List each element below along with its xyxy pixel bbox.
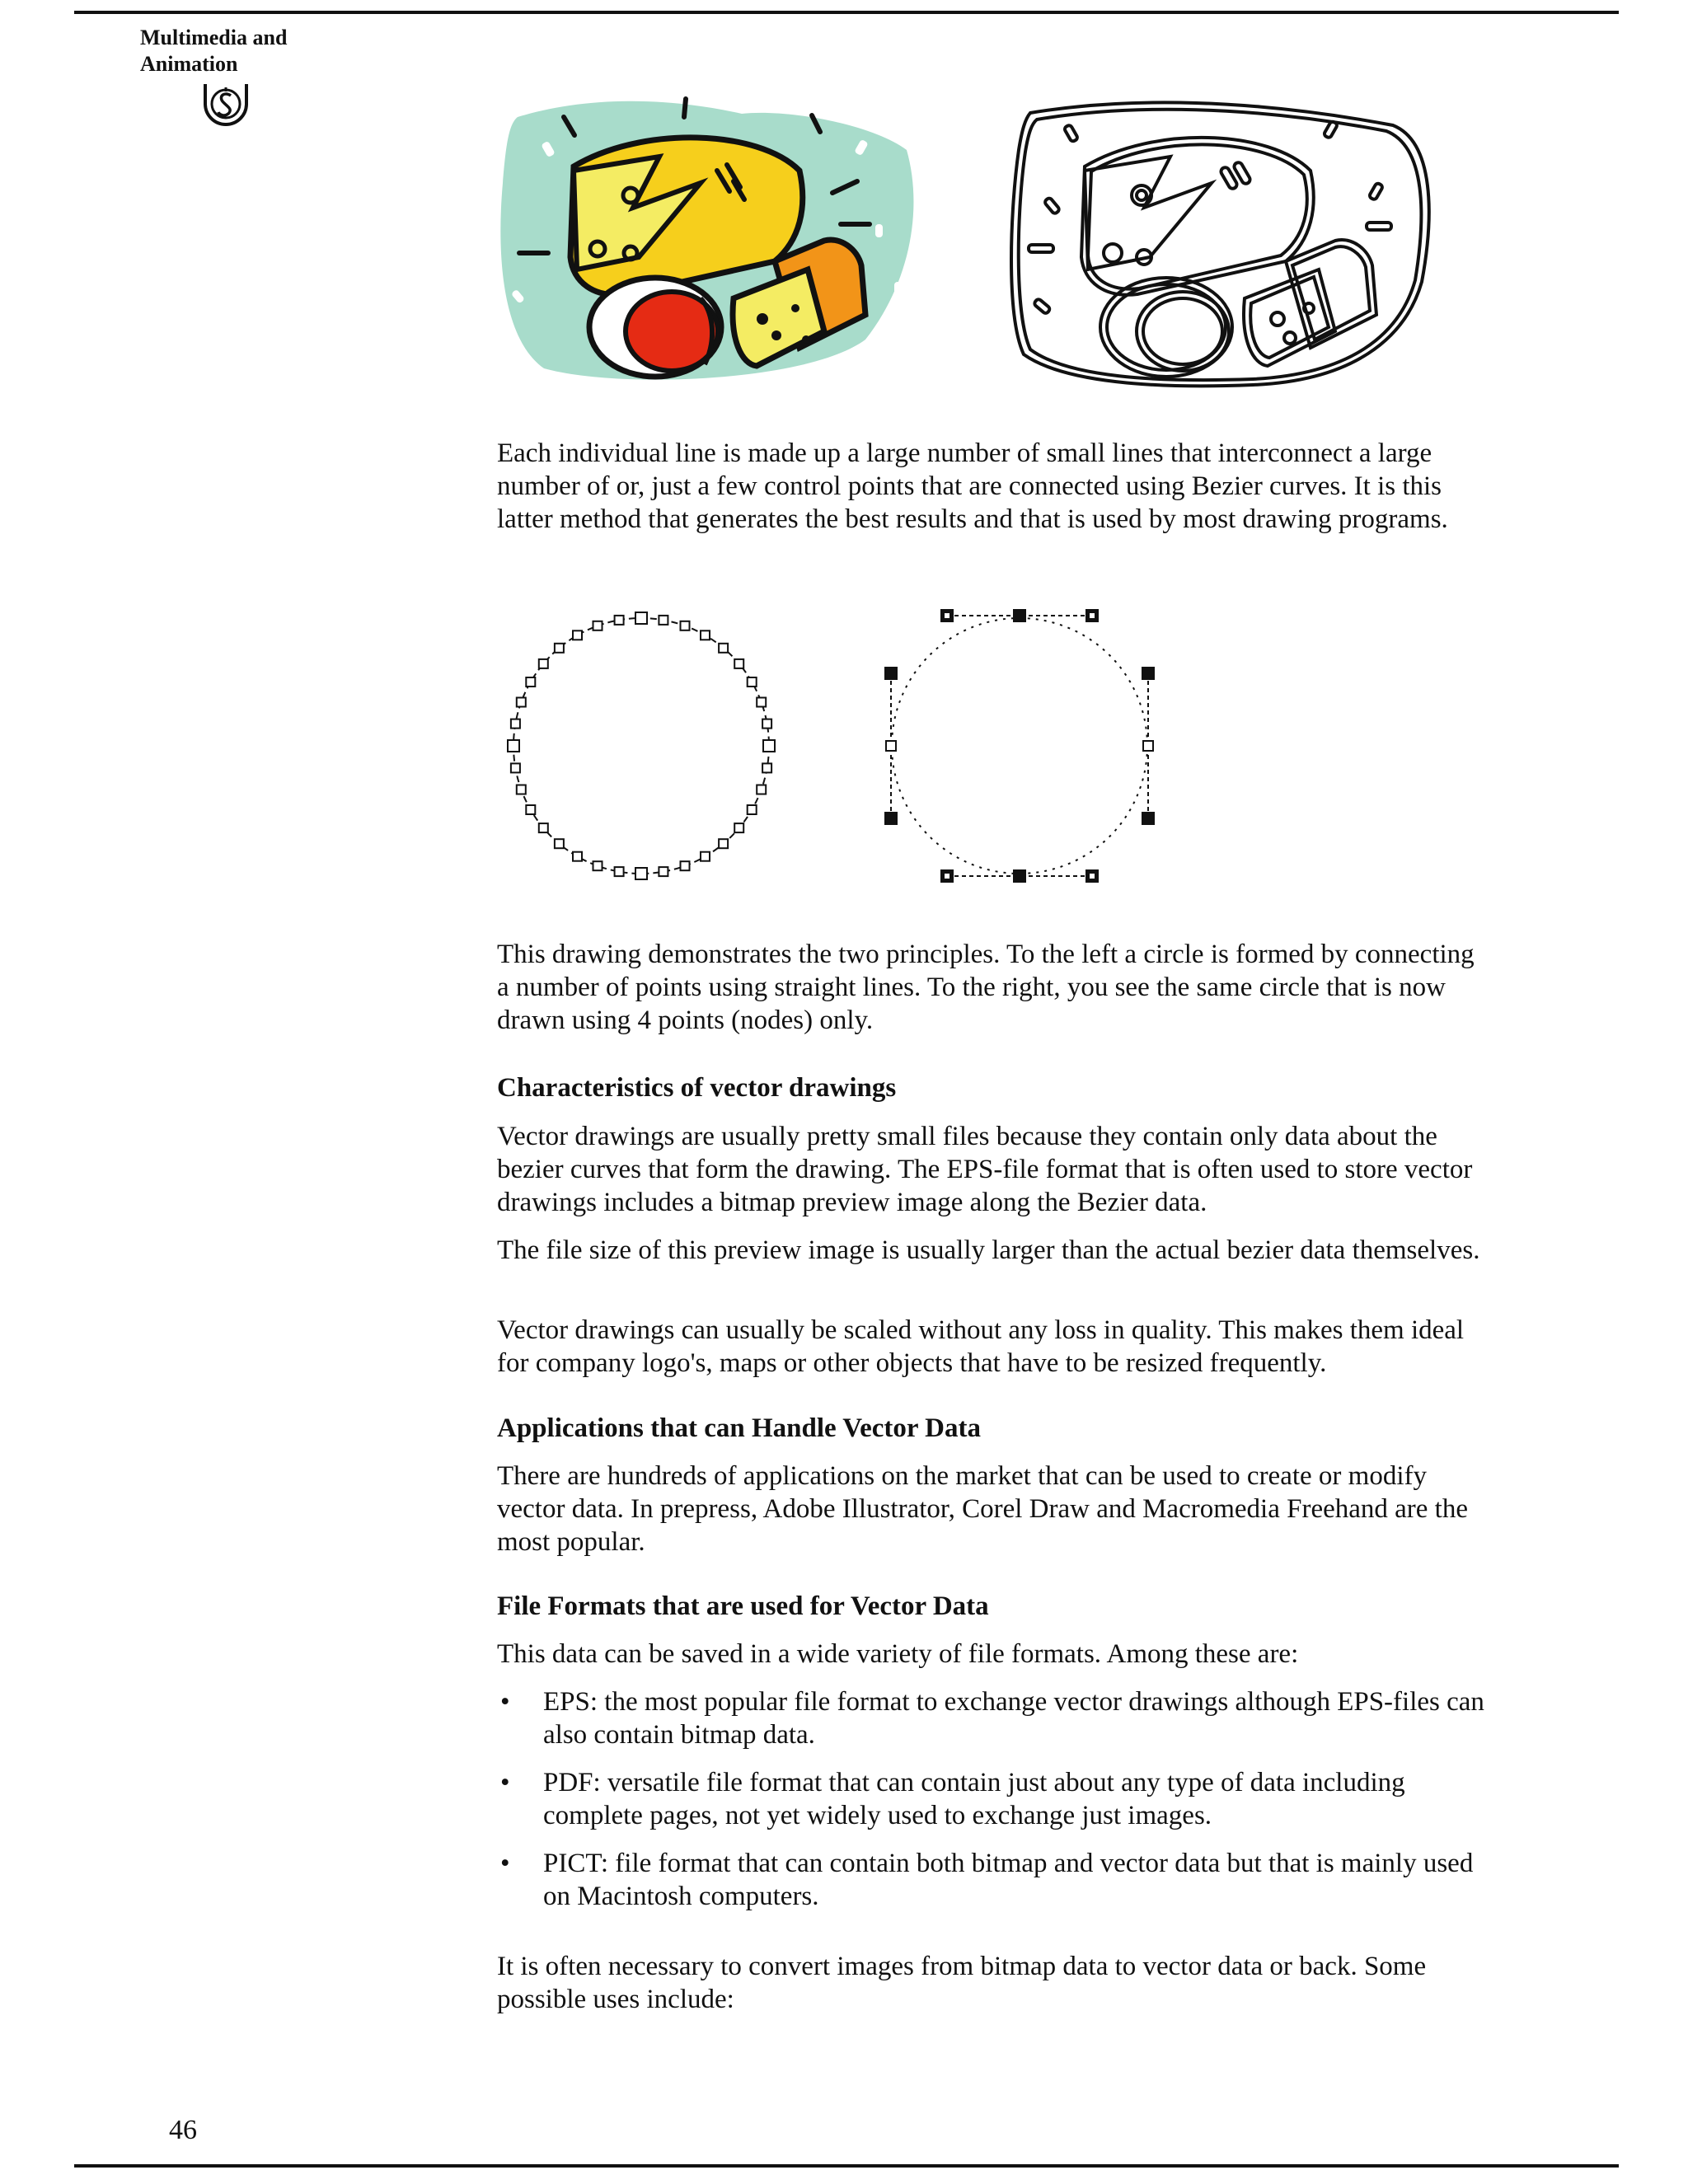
list-item-text: PDF: versatile file format that can contain just about any type of data including complete pages, not yet widely used to exchange just images. <box>543 1768 1405 1830</box>
cheese-clipart-colored <box>495 92 925 396</box>
circle-point-marker <box>681 861 690 870</box>
page-number: 46 <box>169 2115 197 2145</box>
cheese-clipart-outline <box>1006 92 1441 399</box>
paragraph-small-files <box>497 1120 1486 1219</box>
circle-point-marker <box>573 852 582 861</box>
circle-point-marker <box>763 740 775 752</box>
paragraph-text: Each individual line is made up a large number of small lines that interconnect a large number of or, just a few control points that are connected using Bezier curves. It is this latter method that generates the best results and that is used by most drawing programs. <box>497 438 1448 534</box>
paragraph-text: It is often necessary to convert images from bitmap data to vector data or back. Some possible uses include: <box>497 1952 1427 2014</box>
circle-point-marker <box>555 644 564 653</box>
circle-with-four-bezier-nodes <box>874 606 1166 886</box>
university-emblem-icon <box>200 77 251 130</box>
circle-point-marker <box>511 763 520 772</box>
circle-point-marker <box>734 823 743 832</box>
header-line-1: Multimedia and <box>140 26 288 49</box>
paragraph-text: Vector drawings can usually be scaled without any loss in quality. This makes them ideal for company logo's, maps or other objects that have to be resized frequently. <box>497 1315 1465 1378</box>
circle-point-marker <box>762 719 771 729</box>
circle-point-marker <box>701 630 710 640</box>
paragraph-text: The file size of this preview image is usually larger than the actual bezier data themselves. <box>497 1235 1480 1265</box>
running-header <box>140 25 287 77</box>
circle-point-marker <box>757 698 766 707</box>
circle-point-marker <box>734 659 743 668</box>
paragraph-scaling <box>497 1314 1486 1380</box>
bezier-handles <box>885 610 1154 882</box>
bullet-icon: • <box>500 1687 510 1717</box>
circle-point-marker <box>526 805 535 814</box>
paragraph-applications <box>497 1460 1486 1558</box>
circle-point-marker <box>555 839 564 848</box>
list-item-pdf <box>497 1766 1486 1832</box>
bullet-icon: • <box>500 1849 510 1878</box>
paragraph-bezier-intro <box>497 437 1486 536</box>
circle-point-marker <box>681 621 690 630</box>
list-item-text: PICT: file format that can contain both bitmap and vector data but that is mainly used on Macintosh computers. <box>543 1849 1474 1911</box>
paragraph-text: There are hundreds of applications on the market that can be used to create or modify vector data. In prepress, Adobe Illustrator, Corel Draw and Macromedia Freehand are the most popular. <box>497 1461 1468 1557</box>
paragraph-preview-size <box>497 1234 1486 1267</box>
paragraph-formats-intro <box>497 1638 1486 1671</box>
circle-point-marker <box>517 785 526 794</box>
bullet-icon: • <box>500 1768 510 1797</box>
paragraph-two-principles <box>497 938 1486 1037</box>
circle-point-marker <box>539 823 548 832</box>
circle-point-marker <box>719 644 728 653</box>
heading-applications: Applications that can Handle Vector Data <box>497 1413 982 1443</box>
circle-point-marker <box>615 867 624 876</box>
circle-point-marker <box>517 698 526 707</box>
paragraph-text: This drawing demonstrates the two principles. To the left a circle is formed by connecting a number of points using straight lines. To the right, you see the same circle that is now drawn using 4 points (nodes) only. <box>497 940 1475 1035</box>
circle-point-marker <box>757 785 766 794</box>
circle-point-marker <box>615 616 624 625</box>
paragraph-conversion <box>497 1950 1486 2016</box>
paragraph-text: This data can be saved in a wide variety of file formats. Among these are: <box>497 1639 1299 1669</box>
top-rule <box>74 11 1619 14</box>
circle-point-marker <box>573 630 582 640</box>
list-item-pict <box>497 1847 1486 1913</box>
heading-file-formats: File Formats that are used for Vector Data <box>497 1591 989 1621</box>
bottom-rule <box>74 2164 1619 2168</box>
circle-point-marker <box>511 719 520 729</box>
paragraph-text: Vector drawings are usually pretty small files because they contain only data about the bezier curves that form the drawing. The EPS-file format that is often used to store vector drawings includes a bitmap preview image along the Bezier data. <box>497 1122 1473 1217</box>
circle-point-marker <box>748 805 757 814</box>
list-item-text: EPS: the most popular file format to exchange vector drawings although EPS-files can also contain bitmap data. <box>543 1687 1484 1750</box>
circle-point-marker <box>719 839 728 848</box>
circle-point-marker <box>526 677 535 687</box>
circle-point-marker <box>593 621 603 630</box>
list-item-eps <box>497 1685 1486 1751</box>
file-format-list <box>497 1685 1486 1913</box>
circle-made-of-many-points <box>501 606 781 886</box>
circle-point-marker <box>593 861 603 870</box>
circle-point-marker <box>659 616 668 625</box>
circle-point-marker <box>659 867 668 876</box>
circle-point-marker <box>635 612 647 624</box>
circle-point-marker <box>539 659 548 668</box>
circle-point-marker <box>701 852 710 861</box>
circle-point-marker <box>508 740 519 752</box>
circle-points <box>508 612 775 879</box>
circle-point-marker <box>762 763 771 772</box>
circle-point-marker <box>748 677 757 687</box>
header-line-2: Animation <box>140 52 238 76</box>
circle-point-marker <box>635 868 647 879</box>
heading-characteristics: Characteristics of vector drawings <box>497 1073 897 1103</box>
